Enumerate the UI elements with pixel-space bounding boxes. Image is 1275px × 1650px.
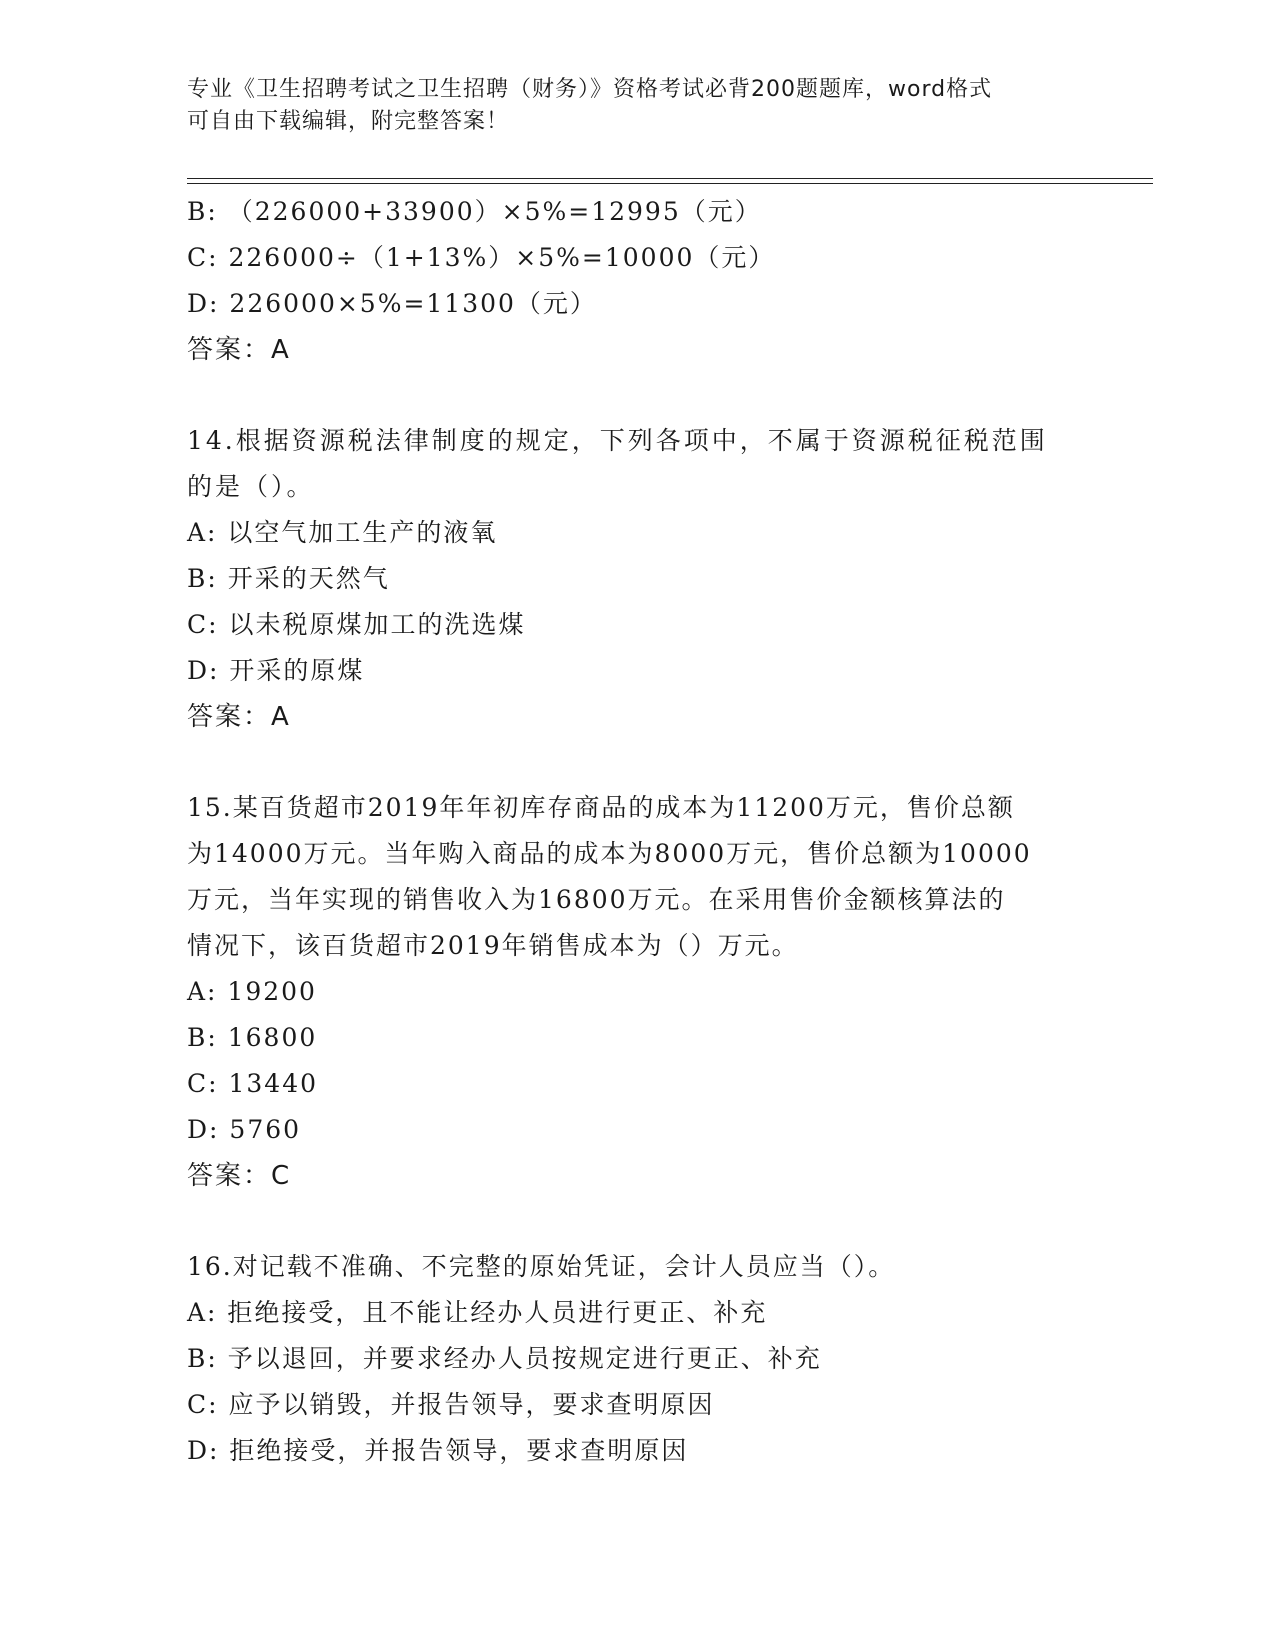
document-header bbox=[187, 74, 1057, 138]
q15-stem-line2: 为14000万元。当年购入商品的成本为8000万元，售价总额为10000 bbox=[187, 839, 1032, 868]
q16-option-b: B: 予以退回，并要求经办人员按规定进行更正、补充 bbox=[187, 1344, 822, 1373]
question-14 bbox=[187, 418, 1087, 740]
header-title-line1: 专业《卫生招聘考试之卫生招聘（财务）》资格考试必背200题题库，word格式 bbox=[187, 77, 993, 102]
q14-stem-line2: 的是（）。 bbox=[187, 472, 315, 501]
question-13-tail bbox=[187, 189, 1087, 373]
q15-option-c: C: 13440 bbox=[187, 1069, 319, 1098]
q14-answer: 答案：A bbox=[187, 702, 291, 732]
question-15 bbox=[187, 785, 1087, 1199]
question-16 bbox=[187, 1244, 1087, 1474]
q15-option-a: A: 19200 bbox=[187, 977, 317, 1006]
q13-answer: 答案：A bbox=[187, 335, 291, 365]
q14-option-a: A: 以空气加工生产的液氧 bbox=[187, 518, 498, 547]
header-divider-bottom bbox=[187, 183, 1153, 184]
q14-option-d: D: 开采的原煤 bbox=[187, 656, 365, 685]
header-title-line2: 可自由下载编辑，附完整答案！ bbox=[187, 109, 510, 134]
q15-answer: 答案：C bbox=[187, 1161, 292, 1191]
q16-option-a: A: 拒绝接受，且不能让经办人员进行更正、补充 bbox=[187, 1298, 768, 1327]
q15-stem-line1: 15.某百货超市2019年年初库存商品的成本为11200万元，售价总额 bbox=[187, 793, 1015, 822]
header-divider-top bbox=[187, 178, 1153, 179]
q13-option-c: C: 226000÷（1+13%）×5%=10000（元） bbox=[187, 243, 776, 272]
q14-option-b: B: 开采的天然气 bbox=[187, 564, 390, 593]
q16-option-d: D: 拒绝接受，并报告领导，要求查明原因 bbox=[187, 1436, 689, 1465]
q14-stem-line1: 14.根据资源税法律制度的规定，下列各项中，不属于资源税征税范围 bbox=[187, 426, 1048, 455]
q15-stem-line4: 情况下，该百货超市2019年销售成本为（）万元。 bbox=[187, 931, 799, 960]
q13-option-d: D: 226000×5%=11300（元） bbox=[187, 289, 597, 318]
q16-option-c: C: 应予以销毁，并报告领导，要求查明原因 bbox=[187, 1390, 715, 1419]
q15-stem-line3: 万元，当年实现的销售收入为16800万元。在采用售价金额核算法的 bbox=[187, 885, 1006, 914]
question-content bbox=[187, 189, 1087, 1474]
q14-option-c: C: 以未税原煤加工的洗选煤 bbox=[187, 610, 526, 639]
q13-option-b: B: （226000+33900）×5%=12995（元） bbox=[187, 197, 762, 226]
q15-option-b: B: 16800 bbox=[187, 1023, 318, 1052]
q15-option-d: D: 5760 bbox=[187, 1115, 302, 1144]
q16-stem-line1: 16.对记载不准确、不完整的原始凭证，会计人员应当（）。 bbox=[187, 1252, 896, 1281]
